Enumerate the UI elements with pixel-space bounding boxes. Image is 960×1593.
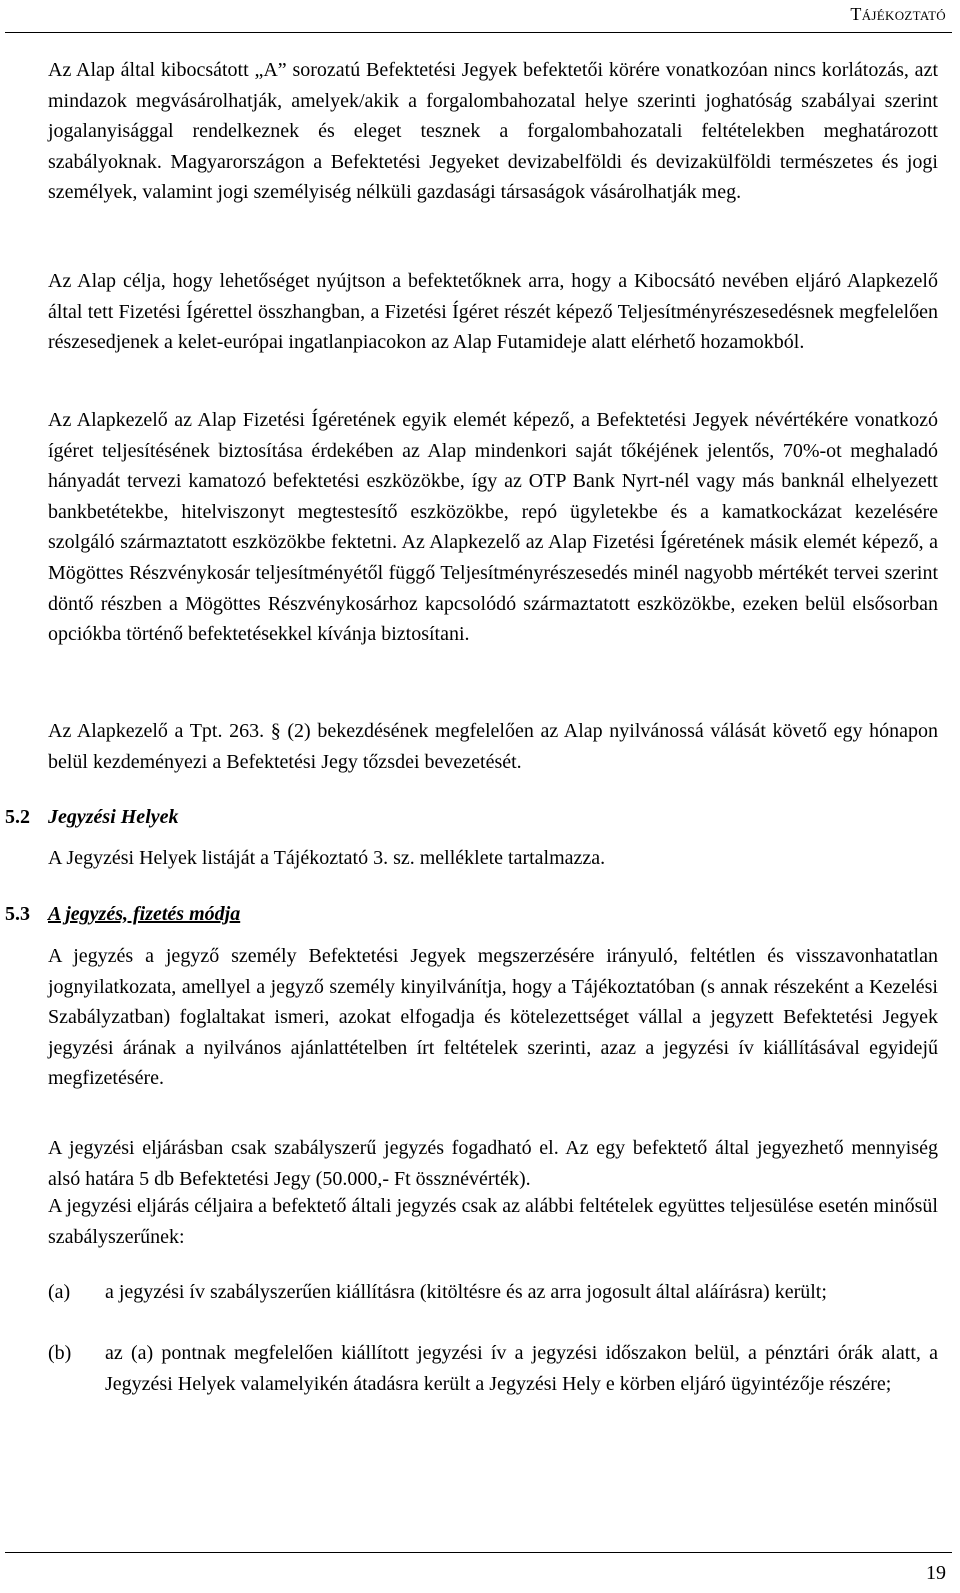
list-item: [48, 1338, 938, 1399]
paragraph-conditions-intro: A jegyzési eljárás céljaira a befektető általi jegyzés csak az alábbi feltételek együttes teljesülése esetén minősül szabályszerűnek:: [48, 1195, 938, 1248]
section-heading-5-2: [5, 802, 179, 832]
paragraph-fund-goal: Az Alap célja, hogy lehetőséget nyújtson a befektetőknek arra, hogy a Kibocsátó nevében eljáró Alapkezelő által tett Fizetési Ígérettel összhangban, a Fizetési Ígéret részét képező Teljesítményrészesedésnek megfelelően részesedjenek a kelet-európai ingatlanpiacokon az Alap Futamideje alatt elérhető hozamokból.: [48, 270, 938, 354]
footer-rule: [5, 1552, 952, 1553]
section-heading-5-3: [5, 899, 240, 929]
paragraph-minimum-subscription: A jegyzési eljárásban csak szabályszerű jegyzés fogadható el. Az egy befektető által jegyezhető mennyiség alsó határa 5 db Befektetési Jegy (50.000,- Ft össznévérték).: [48, 1137, 938, 1190]
section-title: Jegyzési Helyek: [48, 806, 179, 828]
list-item: [48, 1277, 938, 1308]
paragraph-subscription-places: A Jegyzési Helyek listáját a Tájékoztató 3. sz. melléklete tartalmazza.: [48, 847, 606, 869]
paragraph-exchange-listing: Az Alapkezelő a Tpt. 263. § (2) bekezdésének megfelelően az Alap nyilvánossá válását követő egy hónapon belül kezdeményezi a Befektetési Jegy tőzsdei bevezetését.: [48, 720, 938, 773]
section-title: A jegyzés, fizetés módja: [48, 903, 241, 925]
running-header: Tájékoztató: [850, 4, 946, 24]
section-number: 5.2: [5, 806, 30, 828]
paragraph-subscription-definition: A jegyzés a jegyző személy Befektetési Jegyek megszerzésére irányuló, feltétlen és visszavonhatatlan jognyilatkozata, amellyel a jegyző személy kinyilvánítja, hogy a Tájékoztatóban (s annak részeként a Kezelési Szabályzatban) foglaltakat ismeri, azokat elfogadja és kötelezettséget vállal a jegyzett Befektetési Jegyek jegyzési árának a nyilvános ajánlattételben írt feltételek szerinti, azaz a jegyzési ív kiállításával egyidejű megfizetésére.: [48, 945, 938, 1090]
page-number: 19: [926, 1562, 946, 1584]
paragraph-payment-promise: Az Alapkezelő az Alap Fizetési Ígéretének egyik elemét képező, a Befektetési Jegyek névértékére vonatkozó ígéret teljesítésének biztosítása érdekében az Alap mindenkori saját tőkéjének jelentős, 70%-ot meghaladó hányadát tervezi kamatozó befektetési eszközökbe, így az OTP Bank Nyrt-nél vagy más banknál elhelyezett bankbetétekbe, hitelviszonyt megtestesítő eszközökbe, repó ügyletekbe és a kamatkockázat kezelésére szolgáló származtatott eszközökbe fektetni. Az Alapkezelő az Alap Fizetési Ígéretének másik elemét képező, a Mögöttes Részvénykosár teljesítményétől függő Teljesítményrészesedés minél nagyobb mértékét tervei szerint döntő részben a Mögöttes Részvénykosárhoz kapcsolódó származtatott eszközökbe, ezeken belül elsősorban opciókba történő befektetésekkel kívánja biztosítani.: [48, 409, 938, 646]
section-number: 5.3: [5, 903, 30, 925]
paragraph-investors: Az Alap által kibocsátott „A” sorozatú Befektetési Jegyek befektetői körére vonatkozóan nincs korlátozás, azt mindazok megvásárolhatják, amelyek/akik a forgalombahozatal helye szerinti joghatóság szabályai szerint jogalanyisággal rendelkeznek és eleget tesznek a forgalombahozatali feltételekben meghatározott szabályoknak. Magyarországon a Befektetési Jegyeket devizabelföldi és devizakülföldi természetes és jogi személyek, valamint jogi személyiség nélküli gazdasági társaságok vásárolhatják meg.: [48, 59, 938, 204]
list-item-text: az (a) pontnak megfelelően kiállított jegyzési ív a jegyzési időszakon belül, a pénztári órák alatt, a Jegyzési Helyek valamelyikén átadásra került a Jegyzési Hely e körben eljáró ügyintézője részére;: [105, 1342, 938, 1395]
header-rule: [5, 32, 952, 33]
list-item-text: a jegyzési ív szabályszerűen kiállításra (kitöltésre és az arra jogosult által aláírásra) került;: [105, 1281, 827, 1303]
list-marker: (a): [48, 1281, 71, 1303]
list-marker: (b): [48, 1342, 72, 1364]
